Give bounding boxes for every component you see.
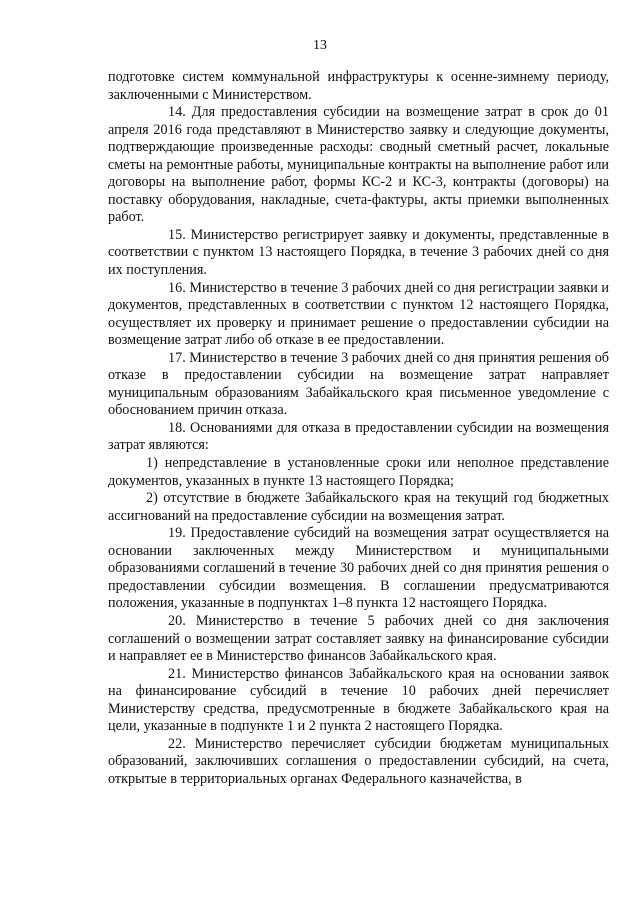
paragraph-21: 21. Министерство финансов Забайкальского края на основании заявок на финансирование субсидий в течение 10 рабочих дней перечисляет Министерству средства, предусмотренные в бюджете Забайкальского края на цели, указанные в подпункте 1 и 2 пункта 2 настоящего Порядка. <box>108 665 609 735</box>
paragraph-22: 22. Министерство перечисляет субсидии бюджетам муниципальных образований, заключивших соглашения о предоставлении субсидий, на счета, открытые в территориальных органах Федерального казначейства, в <box>108 735 609 787</box>
paragraph-19: 19. Предоставление субсидий на возмещения затрат осуществляется на основании заключенных между Министерством и муниципальными образованиями соглашений в течение 30 рабочих дней со дня принятия решения о предоставлении субсидии возмещения. В соглашении предусматриваются положения, указанные в подпунктах 1–8 пункта 12 настоящего Порядка. <box>108 525 609 612</box>
paragraph-continuation: подготовке систем коммунальной инфраструктуры к осенне-зимнему периоду, заключенными с Министерством. <box>108 69 609 103</box>
paragraph-17: 17. Министерство в течение 3 рабочих дней со дня принятия решения об отказе в предоставлении субсидии на возмещение затрат направляет муниципальным образованиям Забайкальского края письменное уведомление с обоснованием причин отказа. <box>108 349 610 419</box>
paragraph-20: 20. Министерство в течение 5 рабочих дней со дня заключения соглашений о возмещении затрат составляет заявку на финансирование субсидии и направляет ее в Министерство финансов Забайкальского края. <box>108 612 609 665</box>
page-number: 13 <box>313 38 327 53</box>
paragraph-16: 16. Министерство в течение 3 рабочих дней со дня регистрации заявки и документов, представленных в соответствии с пунктом 12 настоящего Порядка, осуществляет их проверку и принимает решение о предоставлении субсидии на возмещение затрат либо об отказе в ее предоставлении. <box>108 279 609 349</box>
paragraph-18: 18. Основаниями для отказа в предоставлении субсидии на возмещения затрат являются: <box>108 419 609 454</box>
paragraph-14: 14. Для предоставления субсидии на возмещение затрат в срок до 01 апреля 2016 года представляют в Министерство заявку и следующие документы, подтверждающие произведенные расходы: сводный сметный расчет, локальные сметы на ремонтные работы, муниципальные контракты на выполнение работ или договоры на выполнение работ, формы КС-2 и КС-3, контракты (договоры) на поставку оборудования, накладные, счета-фактуры, акты приемки выполненных работ. <box>108 104 609 226</box>
paragraph-18-item-2: 2) отсутствие в бюджете Забайкальского края на текущий год бюджетных ассигнований на предоставление субсидии на возмещения затрат. <box>108 490 609 524</box>
paragraph-18-item-1: 1) непредставление в установленные сроки или неполное представление документов, указанных в пункте 13 настоящего Порядка; <box>108 455 609 489</box>
paragraph-15: 15. Министерство регистрирует заявку и документы, представленные в соответствии с пунктом 13 настоящего Порядка, в течение 3 рабочих дней со дня их поступления. <box>108 226 609 279</box>
document-body <box>108 69 609 788</box>
